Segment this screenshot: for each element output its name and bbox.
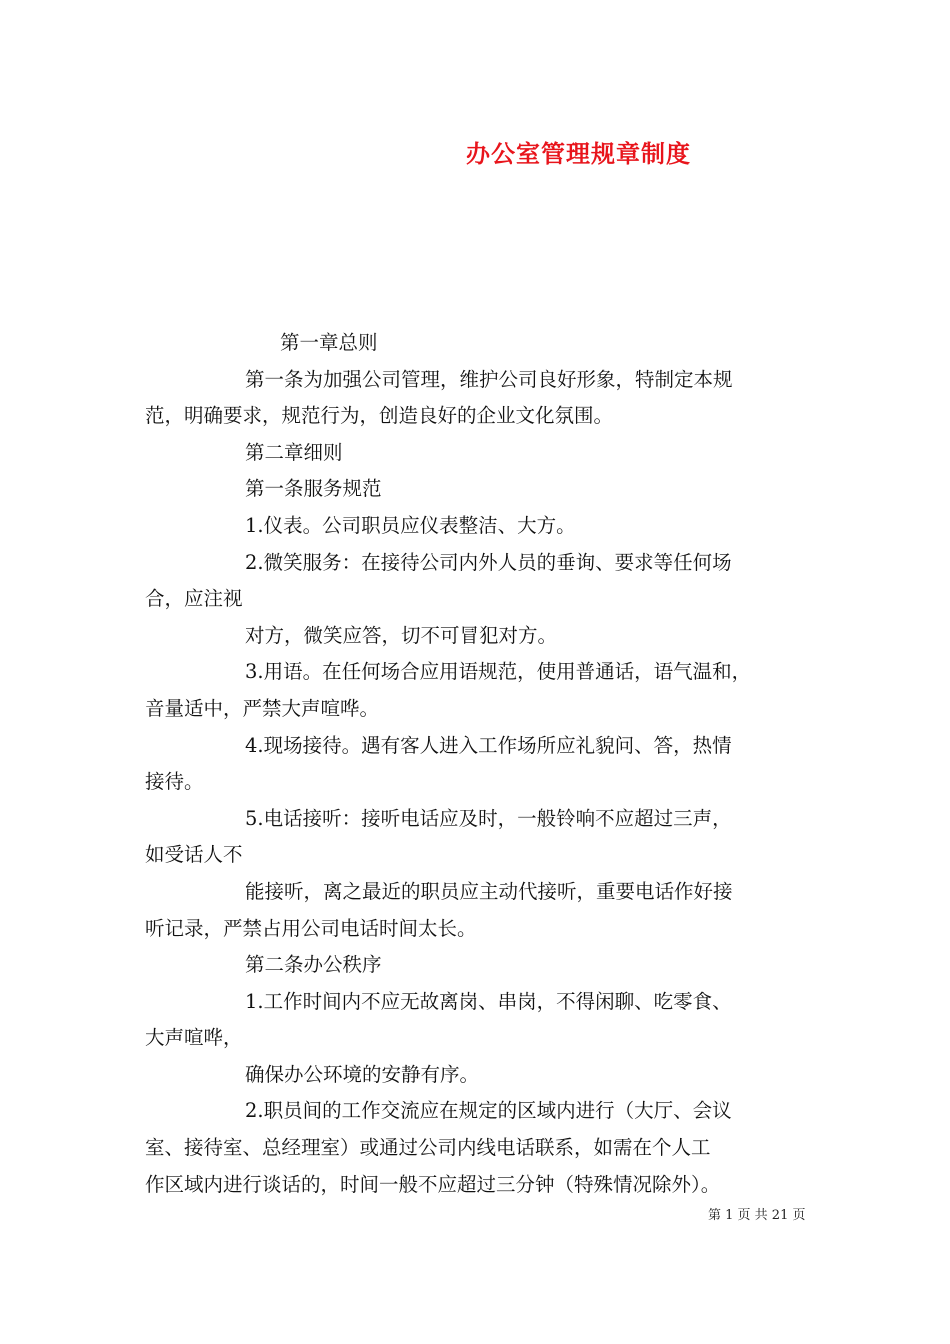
chapter-heading: 第一章总则 [280,331,378,354]
paragraph-line: 合，应注视 [145,587,243,611]
paragraph-line: 5.电话接听：接听电话应及时，一般铃响不应超过三声， [245,806,732,830]
paragraph-line: 接待。 [145,770,204,794]
chapter-heading: 第二章细则 [245,440,343,464]
paragraph-line: 如受话人不 [145,843,243,867]
paragraph-line: 室、接待室、总经理室）或通过公司内线电话联系，如需在个人工 [145,1136,711,1160]
paragraph-line: 第一条为加强公司管理，维护公司良好形象，特制定本规 [245,367,733,391]
paragraph-line: 范，明确要求，规范行为，创造良好的企业文化氛围。 [145,404,614,428]
paragraph-line: 音量适中，严禁大声喧哗。 [145,696,380,720]
paragraph-line: 2.微笑服务：在接待公司内外人员的垂询、要求等任何场 [245,550,732,574]
paragraph-line: 4.现场接待。遇有客人进入工作场所应礼貌问、答，热情 [245,733,732,757]
document-title: 办公室管理规章制度 [466,139,691,168]
paragraph-line: 2.职员间的工作交流应在规定的区域内进行（大厅、会议 [245,1099,732,1123]
paragraph-line: 确保办公环境的安静有序。 [245,1062,480,1086]
paragraph-line: 3.用语。在任何场合应用语规范，使用普通话，语气温和， [245,660,752,684]
paragraph-line: 作区域内进行谈话的，时间一般不应超过三分钟（特殊情况除外）。 [145,1172,721,1196]
section-heading: 第二条办公秩序 [245,953,382,977]
paragraph-line: 能接听，离之最近的职员应主动代接听，重要电话作好接 [245,879,733,903]
paragraph-line: 1.工作时间内不应无故离岗、串岗，不得闲聊、吃零食、 [245,989,732,1013]
paragraph-line: 对方，微笑应答，切不可冒犯对方。 [245,623,558,647]
document-body [145,325,810,1203]
paragraph-line: 1.仪表。公司职员应仪表整洁、大方。 [245,513,576,537]
section-heading: 第一条服务规范 [245,477,382,501]
paragraph-line: 大声喧哗， [145,1026,243,1050]
page-footer: 第 1 页 共 21 页 [708,1208,806,1223]
paragraph-line: 听记录，严禁占用公司电话时间太长。 [145,916,477,940]
